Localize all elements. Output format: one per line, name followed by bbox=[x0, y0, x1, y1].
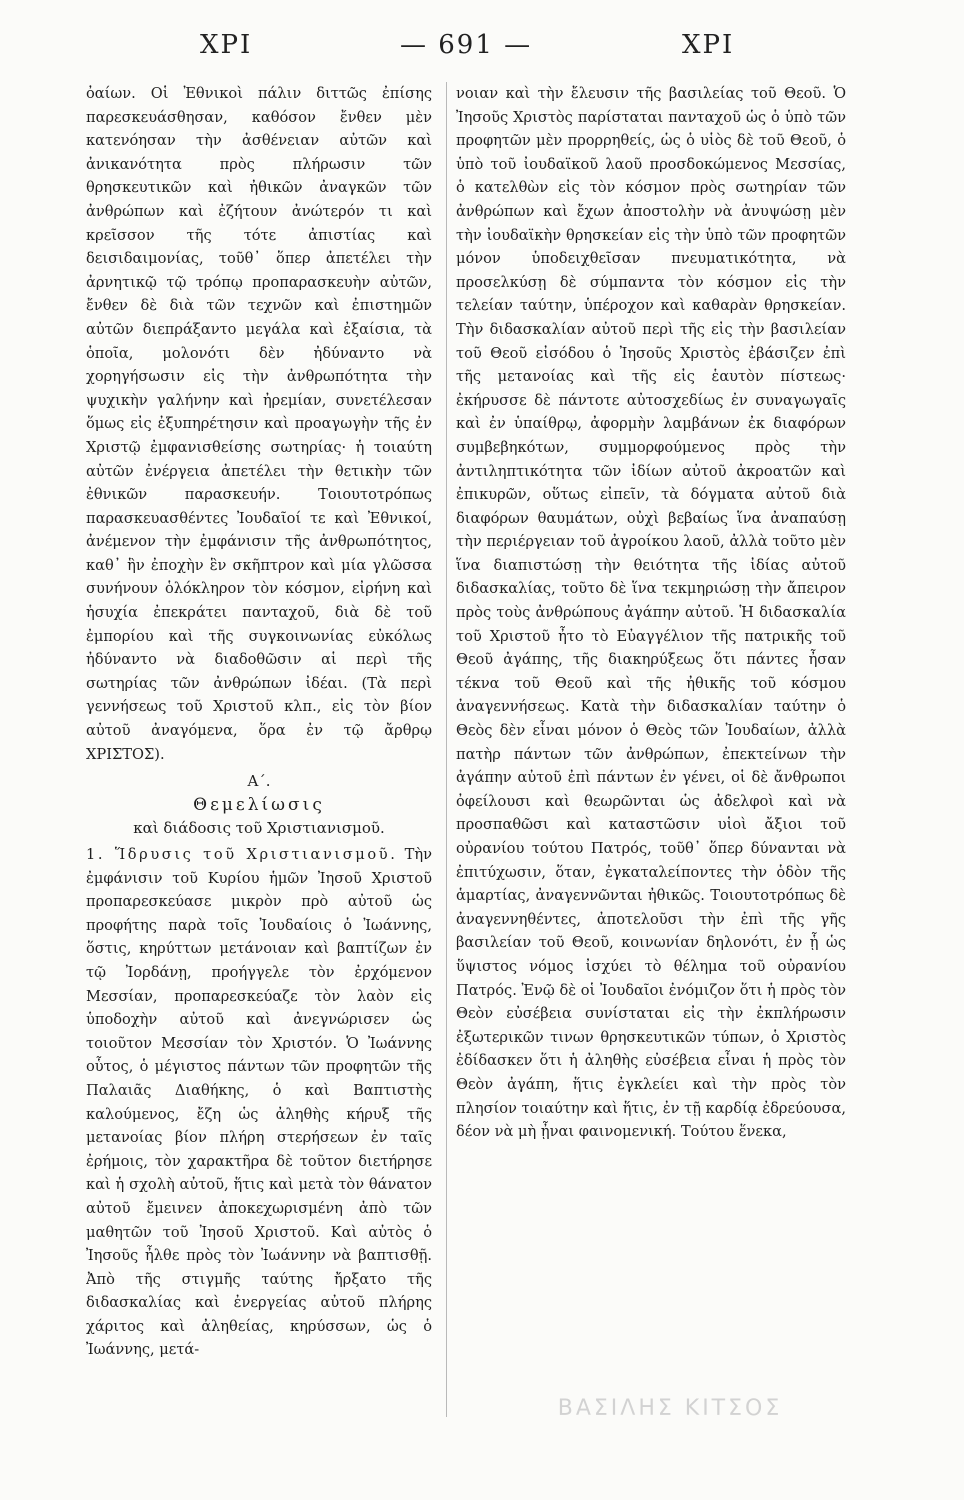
running-header bbox=[0, 30, 964, 70]
right-paragraph-1: νοιαν καὶ τὴν ἔλευσιν τῆς βασιλείας τοῦ Θεοῦ. Ὁ Ἰησοῦς Χριστὸς παρίσταται πανταχοῦ ὡς ὁ ὑπὸ τῶν προφητῶν μὲν προρρηθείς, ὡς ὁ υἱὸς δὲ τοῦ Θεοῦ, ὁ ὑπὸ τοῦ ἰουδαϊκοῦ λαοῦ προσδοκώμενος Μεσσίας, ὁ κατελθὼν εἰς τὸν κόσμον πρὸς σωτηρίαν τῶν ἀνθρώπων καὶ ἔχων ἀποστολὴν νὰ ἀνυψώσῃ μὲν τὴν ἰουδαϊκὴν θρησκείαν εἰς τὴν ὑπὸ τῶν προφητῶν μόνον ὑποδειχθεῖσαν πνευματικότητα, νὰ προσελκύσῃ δὲ σύμπαντα τὸν κόσμον εἰς τὴν τελείαν ταύτην, ὑπέροχον καὶ καθαρὰν θρησκείαν. Τὴν διδασκαλίαν αὐτοῦ περὶ τῆς εἰς τὴν βασιλείαν τοῦ Θεοῦ εἰσόδου ὁ Ἰησοῦς Χριστὸς ἐβάσιζεν ἐπὶ τῆς μετανοίας καὶ τῆς εἰς ἑαυτὸν πίστεως· ἐκήρυσσε δὲ πάντοτε αὐτοσχεδίως ἐν συναγωγαῖς καὶ ἐν ὑπαίθρῳ, ἀφορμὴν λαμβάνων ἐκ διαφόρων συμβεβηκότων, συμμορφούμενος πρὸς τὴν ἀντιληπτικότητα τῶν ἰδίων αὐτοῦ ἀκροατῶν καὶ ἐπικυρῶν, οὕτως εἰπεῖν, τὰ δόγματα αὐτοῦ διὰ διαφόρων θαυμάτων, οὐχὶ βεβαίως ἵνα ἀναπαύσῃ τὴν περιέργειαν τοῦ ἀγροίκου λαοῦ, ἀλλὰ τοῦτο μὲν ἵνα διαπιστώσῃ τὴν θειότητα τῆς ἰδίας αὐτοῦ διδασκαλίας, τοῦτο δὲ ἵνα τεκμηριώσῃ τὴν ἄπειρον πρὸς τοὺς ἀνθρώπους ἀγάπην αὐτοῦ. Ἡ διδασκαλία τοῦ Χριστοῦ ἦτο τὸ Εὐαγγέλιον τῆς πατρικῆς τοῦ Θεοῦ ἀγάπης, τῆς διακηρύξεως ὅτι πάντες ἦσαν τέκνα τοῦ Θεοῦ καὶ τῆς ἠθικῆς τοῦ κόσμου ἀναγεννήσεως. Κατὰ τὴν διδασκαλίαν ταύτην ὁ Θεὸς δὲν εἶναι μόνον ὁ Θεὸς τῶν Ἰουδαίων, ἀλλὰ πατὴρ πάντων τῶν ἀνθρώπων, ἐπεκτείνων τὴν ἀγάπην αὐτοῦ ἐπὶ πάντων ἐν γένει, οἱ δὲ ἄνθρωποι ὀφείλουσι καὶ θεωρῶνται ὡς ἀδελφοὶ καὶ νὰ προσπαθῶσι καὶ καταστῶσιν υἱοὶ ἄξιοι τοῦ οὐρανίου τούτου Πατρός, τοῦθ᾽ ὅπερ δύνανται νὰ ἐπιτύχωσιν, ὅταν, ἐγκαταλείποντες τὴν ὁδὸν τῆς ἁμαρτίας, ἀναγεννῶνται ἠθικῶς. Τοιουτοτρόπως δὲ ἀναγεννηθέντες, ἀποτελοῦσι τὴν ἐπὶ τῆς γῆς βασιλείαν τοῦ Θεοῦ, κοινωνίαν δηλονότι, ἐν ᾗ ὡς ὕψιστος νόμος ἰσχύει τὸ θέλημα τοῦ οὐρανίου Πατρός. Ἐνῷ δὲ οἱ Ἰουδαῖοι ἐνόμιζον ὅτι ἡ πρὸς τὸν Θεὸν εὐσέβεια συνίσταται εἰς τὴν ἐκπλήρωσιν ἐξωτερικῶν τινων θρησκευτικῶν τύπων, ὁ Χριστὸς ἐδίδασκεν ὅτι ἡ ἀληθὴς εὐσέβεια εἶναι ἡ πρὸς τὸν Θεὸν ἀγάπη, ἥτις ἐγκλείει καὶ τὴν πρὸς τὸν πλησίον τοιαύτην καὶ ἥτις, ἐν τῇ καρδίᾳ ἐδρεύουσα, δέον νὰ μὴ ᾖναι φαινομενική. Τούτου ἕνεκα, bbox=[456, 85, 846, 1141]
right-column bbox=[456, 82, 846, 1462]
header-left-keyword: ΧΡΙ bbox=[200, 30, 253, 60]
library-stamp-watermark: ΒΑΣΙΛΗΣ ΚΙΤΣΟΣ bbox=[557, 1396, 783, 1421]
header-right-keyword: ΧΡΙ bbox=[682, 30, 735, 60]
section-title: Θεμελίωσις bbox=[193, 794, 325, 815]
left-column bbox=[86, 82, 432, 1462]
section-number: Α΄. bbox=[247, 772, 271, 791]
left-paragraph-1: ὀαίων. Οἱ Ἐθνικοὶ πάλιν διττῶς ἐπίσης παρεσκευάσθησαν, καθόσον ἔνθεν μὲν κατενόησαν τὴν ἀσθένειαν αὐτῶν καὶ ἀνικανότητα πρὸς πλήρωσιν τῶν θρησκευτικῶν καὶ ἠθικῶν ἀναγκῶν τῶν ἀνθρώπων καὶ ἐζήτουν ἀνώτερόν τι καὶ κρεῖσσον τῆς τότε ἀπιστίας καὶ δεισιδαιμονίας, τοῦθ᾽ ὅπερ ἀπετέλει τὴν ἀρνητικῷ τῷ τρόπῳ προπαρασκευὴν αὐτῶν, ἔνθεν δὲ διὰ τῶν τεχνῶν καὶ ἐπιστημῶν αὐτῶν διεπράξαντο μεγάλα καὶ ἐξαίσια, τὰ ὁποῖα, μολονότι δὲν ἠδύναντο νὰ χορηγήσωσιν εἰς τὴν ἀνθρωπότητα τὴν ψυχικὴν γαλήνην καὶ ἠρεμίαν, συνετέλεσαν ὅμως εἰς ἐξυπηρέτησιν καὶ προαγωγὴν τῆς ἐν Χριστῷ ἐμφανισθείσης σωτηρίας· ἡ τοιαύτη αὐτῶν ἐνέργεια ἀπετέλει τὴν θετικὴν τῶν ἐθνικῶν παρασκευήν. Τοιουτοτρόπως παρασκευασθέντες Ἰουδαῖοί τε καὶ Ἐθνικοί, ἀνέμενον τὴν ἐμφάνισιν τῆς ἀνθρωπότητος, καθ᾽ ἣν ἐποχὴν ἓν σκῆπτρον καὶ μία γλῶσσα συνήνουν ὁλόκληρον τὸν κόσμον, εἰρήνη καὶ ἡσυχία ἐπεκράτει πανταχοῦ, διὰ δὲ τοῦ ἐμπορίου καὶ τῆς συγκοινωνίας εὐκόλως ἠδύναντο νὰ διαδοθῶσιν αἱ περὶ τῆς σωτηρίας τῶν ἀνθρώπων ἰδέαι. (Τὰ περὶ γεννήσεως τοῦ Χριστοῦ κλπ., εἰς τὸν βίον αὐτοῦ ἀναγόμενα, ὅρα ἐν τῷ ἄρθρῳ ΧΡΙΣΤΟΣ). bbox=[86, 85, 432, 763]
column-divider bbox=[446, 82, 447, 1417]
left-paragraph-2: Τὴν ἐμφάνισιν τοῦ Κυρίου ἡμῶν Ἰησοῦ Χριστοῦ προπαρεσκεύασε μικρὸν πρὸ αὐτοῦ ὡς προφήτης παρὰ τοῖς Ἰουδαίοις ὁ Ἰωάννης, ὅστις, κηρύττων μετάνοιαν καὶ βαπτίζων ἐν τῷ Ἰορδάνῃ, προήγγελε τὸν ἐρχόμενον Μεσσίαν, προπαρεσκεύαζε τὸν λαὸν εἰς ὑποδοχὴν αὐτοῦ καὶ ἀνεγνώρισεν ὡς τοιοῦτον Μεσσίαν τὸν Χριστόν. Ὁ Ἰωάννης οὗτος, ὁ μέγιστος πάντων τῶν προφητῶν τῆς Παλαιᾶς Διαθήκης, ὁ καὶ Βαπτιστὴς καλούμενος, ἔζη ὡς ἀληθὴς κήρυξ τῆς μετανοίας βίον πλήρη στερήσεων ἐν ταῖς ἐρήμοις, τὸν χαρακτῆρα δὲ τοῦτον διετήρησε καὶ ἡ σχολὴ αὐτοῦ, ἥτις καὶ μετὰ τὸν θάνατον αὐτοῦ ἔμεινεν ἀποκεχωρισμένη ἀπὸ τῶν μαθητῶν τοῦ Ἰησοῦ Χριστοῦ. Καὶ αὐτὸς ὁ Ἰησοῦς ἦλθε πρὸς τὸν Ἰωάννην νὰ βαπτισθῇ. Ἀπὸ τῆς στιγμῆς ταύτης ἤρξατο τῆς διδασκαλίας καὶ ἐνεργείας αὐτοῦ πλήρης χάριτος καὶ ἀληθείας, κηρύσσων, ὡς ὁ Ἰωάννης, μετά- bbox=[86, 846, 432, 1359]
section-subtitle: καὶ διάδοσις τοῦ Χριστιανισμοῦ. bbox=[133, 819, 385, 838]
subsection-label: 1. Ἵδρυσις τοῦ Χριστιανισμοῦ. bbox=[86, 846, 398, 863]
page-number: — 691 — bbox=[400, 30, 533, 60]
